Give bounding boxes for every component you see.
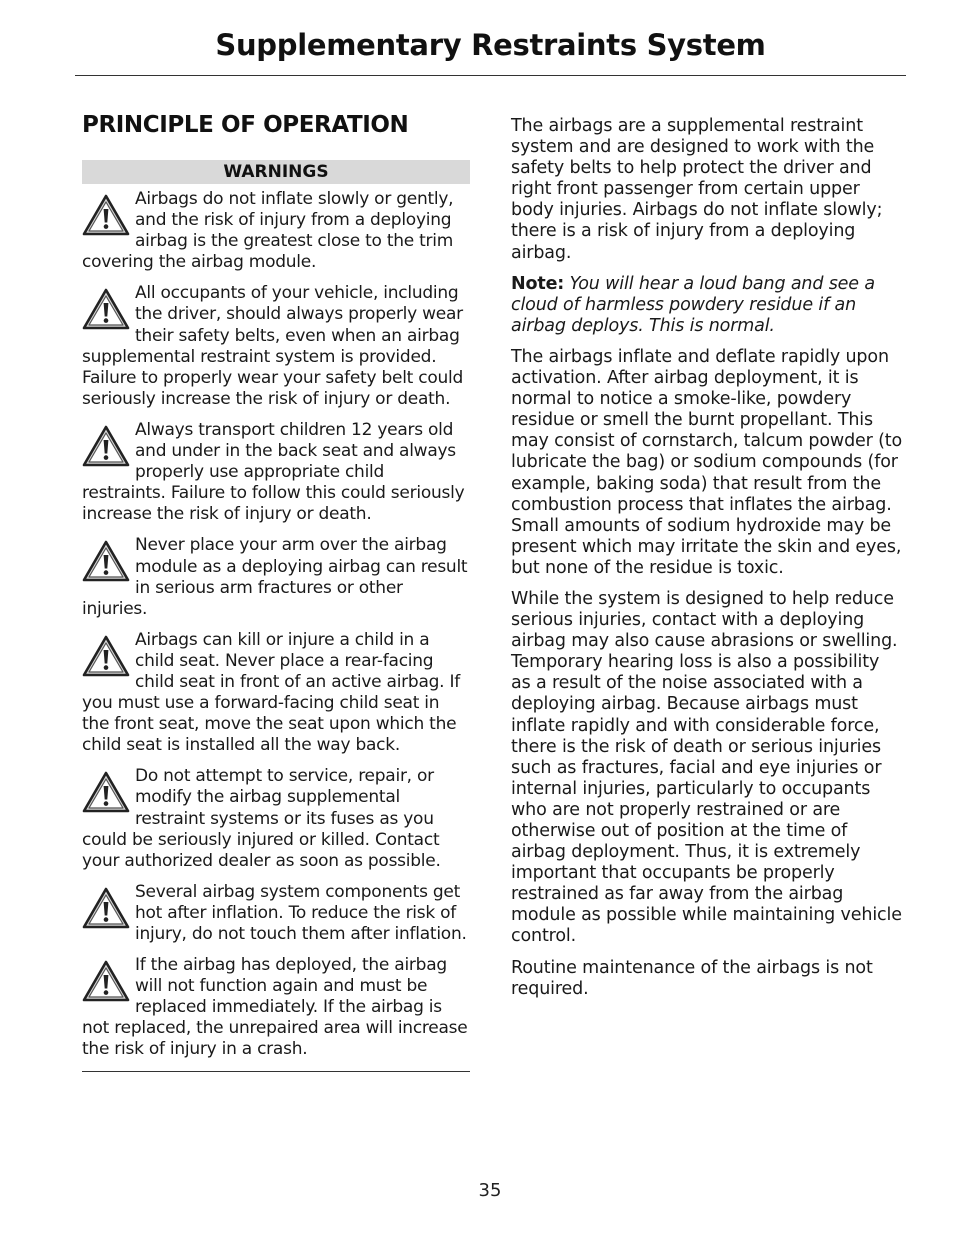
warning-item	[82, 955, 470, 1060]
page-number: 35	[478, 1180, 502, 1201]
warning-triangle-icon	[82, 959, 130, 1003]
paragraph-intro: The airbags are a supplemental restraint system and are designed to work with the safety belts to help protect the driver and right front passenger from certain upper body injuries. Airbags do not inflate slowly; there is a risk of injury from a deploying airbag.	[511, 116, 883, 263]
title-divider	[75, 75, 906, 76]
left-column	[82, 112, 470, 1072]
warning-item	[82, 283, 470, 410]
warning-text: Always transport children 12 years old and under in the back seat and always properly use appropriate child restraints. Failure to follow this could seriously increase the risk of injury or death.	[82, 419, 465, 525]
warning-text: Airbags can kill or injure a child in a child seat. Never place a rear-facing child seat in front of an active airbag. If you must use a forward-facing child seat in the front seat, move the seat upon which the child seat is installed all the way back.	[82, 629, 460, 756]
paragraph-residue: The airbags inflate and deflate rapidly upon activation. After airbag deployment, it is normal to notice a smoke-like, powdery residue or smell the burnt propellant. This may consist of cornstarch, talcum powder (to lubricate the bag) or sodium compounds (for example, baking soda) that result from the combustion process that inflates the airbag. Small amounts of sodium hydroxide may be present which may irritate the skin and eyes, but none of the residue is toxic.	[511, 346, 903, 578]
note-text: You will hear a loud bang and see a cloud of harmless powdery residue if an airbag deploys. This is normal.	[511, 273, 875, 336]
warning-text: Several airbag system components get hot after inflation. To reduce the risk of injury, do not touch them after inflation.	[135, 881, 467, 944]
warning-item	[82, 535, 470, 619]
warning-text: Do not attempt to service, repair, or modify the airbag supplemental restraint systems or its fuses as you could be seriously injured or killed. Contact your authorized dealer as soon as possible.	[82, 766, 441, 871]
warning-triangle-icon	[82, 539, 130, 583]
warning-triangle-icon	[82, 886, 130, 930]
right-column	[511, 116, 903, 1010]
warning-item	[82, 766, 470, 871]
note-paragraph	[511, 274, 903, 337]
paragraph-maintenance: Routine maintenance of the airbags is not required.	[511, 957, 873, 999]
warning-item	[82, 882, 470, 945]
page-title: Supplementary Restraints System	[215, 28, 766, 62]
warning-text: Never place your arm over the airbag module as a deploying airbag can result in serious arm fractures or other injuries.	[82, 535, 468, 619]
note-label: Note:	[511, 273, 565, 294]
warning-item	[82, 420, 470, 525]
warning-triangle-icon	[82, 424, 130, 468]
warning-triangle-icon	[82, 770, 130, 814]
warning-item	[82, 630, 470, 757]
warnings-list	[82, 189, 470, 1061]
paragraph-injuries: While the system is designed to help reduce serious injuries, contact with a deploying airbag may also cause abrasions or swelling. Temporary hearing loss is also a possibility as a result of the noise associated with a deploying airbag. Because airbags must inflate rapidly and with considerable force, there is the risk of death or serious injuries such as fractures, facial and eye injuries or internal injuries, particularly to occupants who are not properly restrained or are otherwise out of position at the time of airbag deployment. Thus, it is extremely important that occupants be properly restrained as far away from the airbag module as possible while maintaining vehicle control.	[511, 588, 902, 947]
warning-item	[82, 189, 470, 273]
warnings-header: WARNINGS	[82, 160, 470, 184]
warning-triangle-icon	[82, 634, 130, 678]
warning-text: If the airbag has deployed, the airbag will not function again and must be replaced immediately. If the airbag is not replaced, the unrepaired area will increase the risk of injury in a crash.	[82, 955, 468, 1060]
warning-text: Airbags do not inflate slowly or gently, and the risk of injury from a deploying airbag is the greatest close to the trim covering the airbag module.	[82, 189, 454, 273]
section-heading: PRINCIPLE OF OPERATION	[82, 112, 409, 138]
warning-text: All occupants of your vehicle, including the driver, should always properly wear their safety belts, even when an airbag supplemental restraint system is provided. Failure to properly wear your safety belt could seriously increase the risk of injury or death.	[82, 283, 464, 409]
warning-triangle-icon	[82, 193, 130, 237]
warning-triangle-icon	[82, 287, 130, 331]
warnings-end-divider	[82, 1071, 470, 1072]
